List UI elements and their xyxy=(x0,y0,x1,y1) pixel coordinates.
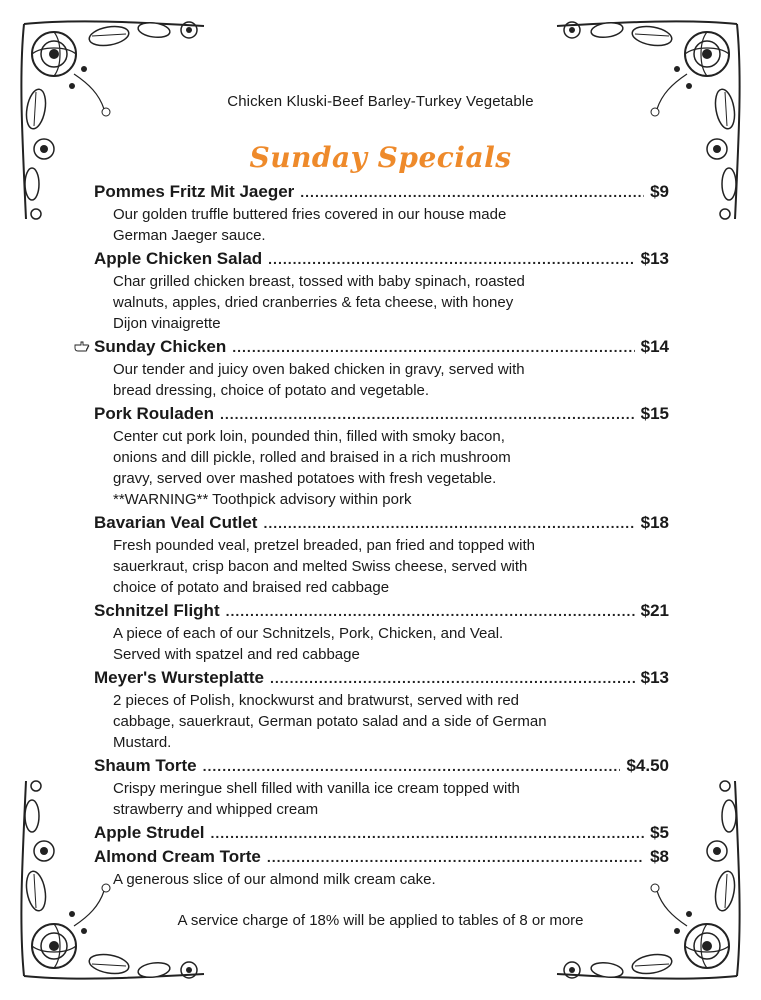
dot-leader xyxy=(211,821,645,845)
item-description: Fresh pounded veal, pretzel breaded, pan fried and topped with sauerkraut, crisp bacon and melted Swiss cheese, served with choice of potato and braised red cabbage xyxy=(113,537,535,596)
item-price: $21 xyxy=(640,601,669,620)
item-price: $9 xyxy=(650,182,669,201)
item-name: Pork Rouladen xyxy=(94,404,214,423)
item-description: 2 pieces of Polish, knockwurst and bratwurst, served with red cabbage, sauerkraut, German potato salad and a side of German Mustard. xyxy=(113,692,547,751)
menu-item xyxy=(94,845,669,891)
menu-item xyxy=(94,402,669,511)
menu-item xyxy=(94,754,669,821)
item-price: $8 xyxy=(650,847,669,866)
item-name: Almond Cream Torte xyxy=(94,847,261,866)
item-description: A piece of each of our Schnitzels, Pork, Chicken, and Veal. Served with spatzel and red cabbage xyxy=(113,625,504,663)
item-description: Char grilled chicken breast, tossed with baby spinach, roasted walnuts, apples, dried cranberries & feta cheese, with honey Dijon vinaigrette xyxy=(113,273,525,332)
dot-leader xyxy=(268,247,634,271)
item-name: Schnitzel Flight xyxy=(94,601,220,620)
item-name: Apple Chicken Salad xyxy=(94,249,263,268)
dot-leader xyxy=(232,335,634,359)
item-price: $5 xyxy=(650,823,669,842)
menu-item xyxy=(94,180,669,247)
dot-leader xyxy=(220,402,635,426)
item-description: A generous slice of our almond milk cream cake. xyxy=(113,871,436,888)
item-name: Pommes Fritz Mit Jaeger xyxy=(94,182,295,201)
dot-leader xyxy=(203,754,621,778)
dot-leader xyxy=(226,599,635,623)
service-charge-note: A service charge of 18% will be applied to tables of 8 or more xyxy=(177,912,584,929)
item-name: Bavarian Veal Cutlet xyxy=(94,513,258,532)
menu-item xyxy=(94,599,669,666)
menu-item xyxy=(94,821,669,845)
item-price: $14 xyxy=(640,337,669,356)
page-title: Sunday Specials xyxy=(249,141,512,174)
dot-leader xyxy=(267,845,644,869)
menu-item xyxy=(94,247,669,335)
menu-item xyxy=(94,666,669,754)
item-name: Apple Strudel xyxy=(94,823,205,842)
item-price: $4.50 xyxy=(626,756,669,775)
item-price: $18 xyxy=(640,513,669,532)
item-description: Our tender and juicy oven baked chicken in gravy, served with bread dressing, choice of potato and vegetable. xyxy=(113,361,525,399)
menu-list xyxy=(94,180,669,891)
item-name: Shaum Torte xyxy=(94,756,197,775)
item-description: Center cut pork loin, pounded thin, filled with smoky bacon, onions and dill pickle, rolled and braised in a rich mushroom gravy, served over mashed potatoes with fresh vegetable. **WARNING** Toothpick advisory within pork xyxy=(113,428,511,508)
dot-leader xyxy=(300,180,644,204)
dot-leader xyxy=(263,511,634,535)
soup-list: Chicken Kluski-Beef Barley-Turkey Vegetable xyxy=(227,93,534,110)
dot-leader xyxy=(270,666,635,690)
menu-item xyxy=(94,335,669,402)
pointing-hand-icon xyxy=(74,340,90,352)
menu-item xyxy=(94,511,669,599)
item-price: $13 xyxy=(640,668,669,687)
item-description: Our golden truffle buttered fries covered in our house made German Jaeger sauce. xyxy=(113,206,507,244)
item-name: Meyer's Wursteplatte xyxy=(94,668,265,687)
item-price: $13 xyxy=(640,249,669,268)
item-name: Sunday Chicken xyxy=(94,337,227,356)
item-description: Crispy meringue shell filled with vanilla ice cream topped with strawberry and whipped cream xyxy=(113,780,520,818)
item-price: $15 xyxy=(640,404,669,423)
